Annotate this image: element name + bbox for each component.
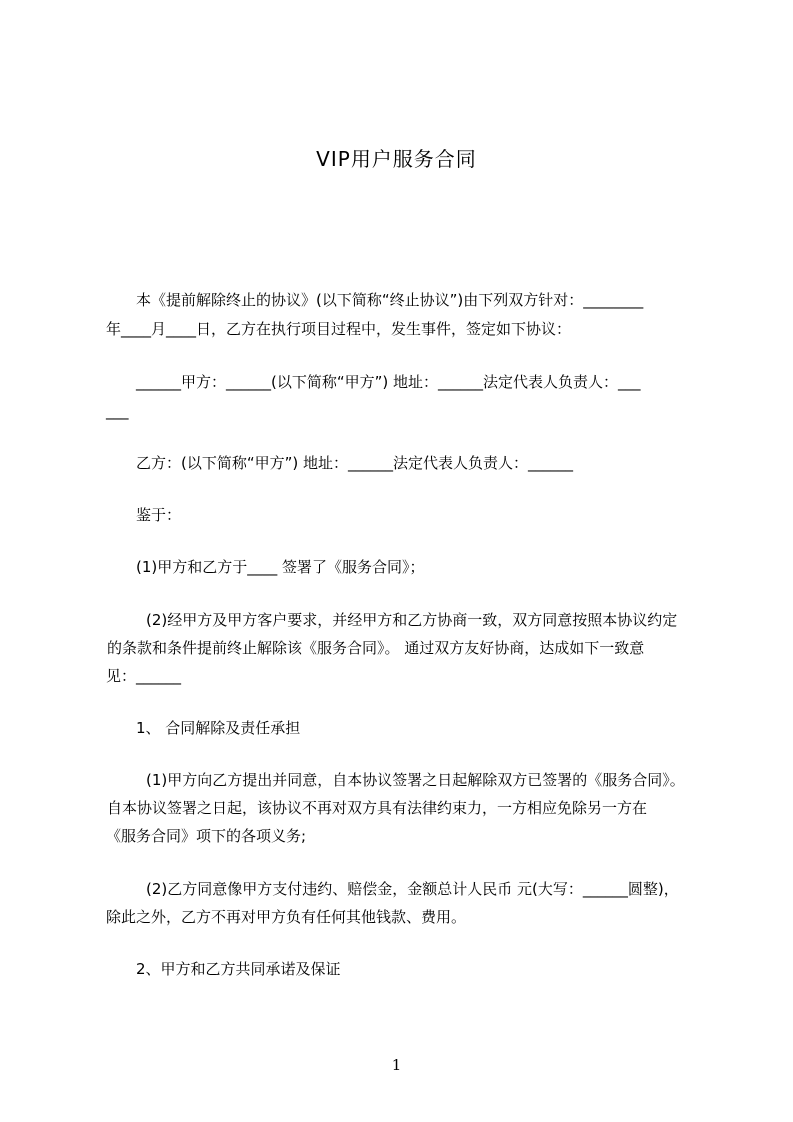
section-1-item-1-line-3: 《服务合同》项下的各项义务; [106,827,307,845]
section-1-item-1-line-2: 自本协议签署之日起，该协议不再对双方具有法律约束力，一方相应免除另一方在 [107,799,648,817]
intro-line-1: 本《提前解除终止的协议》(以下简称“终止协议”)由下列双方针对：________ [136,291,644,309]
whereas-item-2-line-3: 见：______ [106,667,182,685]
whereas-heading: 鉴于： [136,506,182,524]
whereas-item-2-line-2: 的条款和条件提前终止解除该《服务合同》。 通过双方友好协商，达成如下一致意 [107,639,645,657]
whereas-item-2-line-1: (2)经甲方及甲方客户要求，并经甲方和乙方协商一致，双方同意按照本协议约定 [146,611,678,629]
page-number: 1 [391,1056,402,1074]
section-1-item-2-line-1: (2)乙方同意像甲方支付违约、赔偿金，金额总计人民币 元(大写：______圆整)， [146,880,679,898]
intro-line-2: 年____月____日，乙方在执行项目过程中，发生事件，签定如下协议： [106,320,572,338]
document-title: VIP用户服务合同 [316,147,477,171]
section-1-item-1-line-1: (1)甲方向乙方提出并同意，自本协议签署之日起解除双方已签署的《服务合同》。 [146,771,685,789]
whereas-item-1: (1)甲方和乙方于____ 签署了《服务合同》； [136,558,425,576]
party-a-line: ______甲方：______(以下简称“甲方”) 地址：______法定代表人负责人：___ [136,373,641,391]
section-1-item-2-line-2: 除此之外，乙方不再对甲方负有任何其他钱款、费用。 [106,908,467,926]
section-2-heading: 2、甲方和乙方共同承诺及保证 [136,960,341,978]
section-1-heading: 1、 合同解除及责任承担 [136,719,301,737]
party-b-line: 乙方：(以下简称“甲方”) 地址：______法定代表人负责人：______ [136,454,574,472]
party-a-line-continued: ___ [106,402,129,420]
